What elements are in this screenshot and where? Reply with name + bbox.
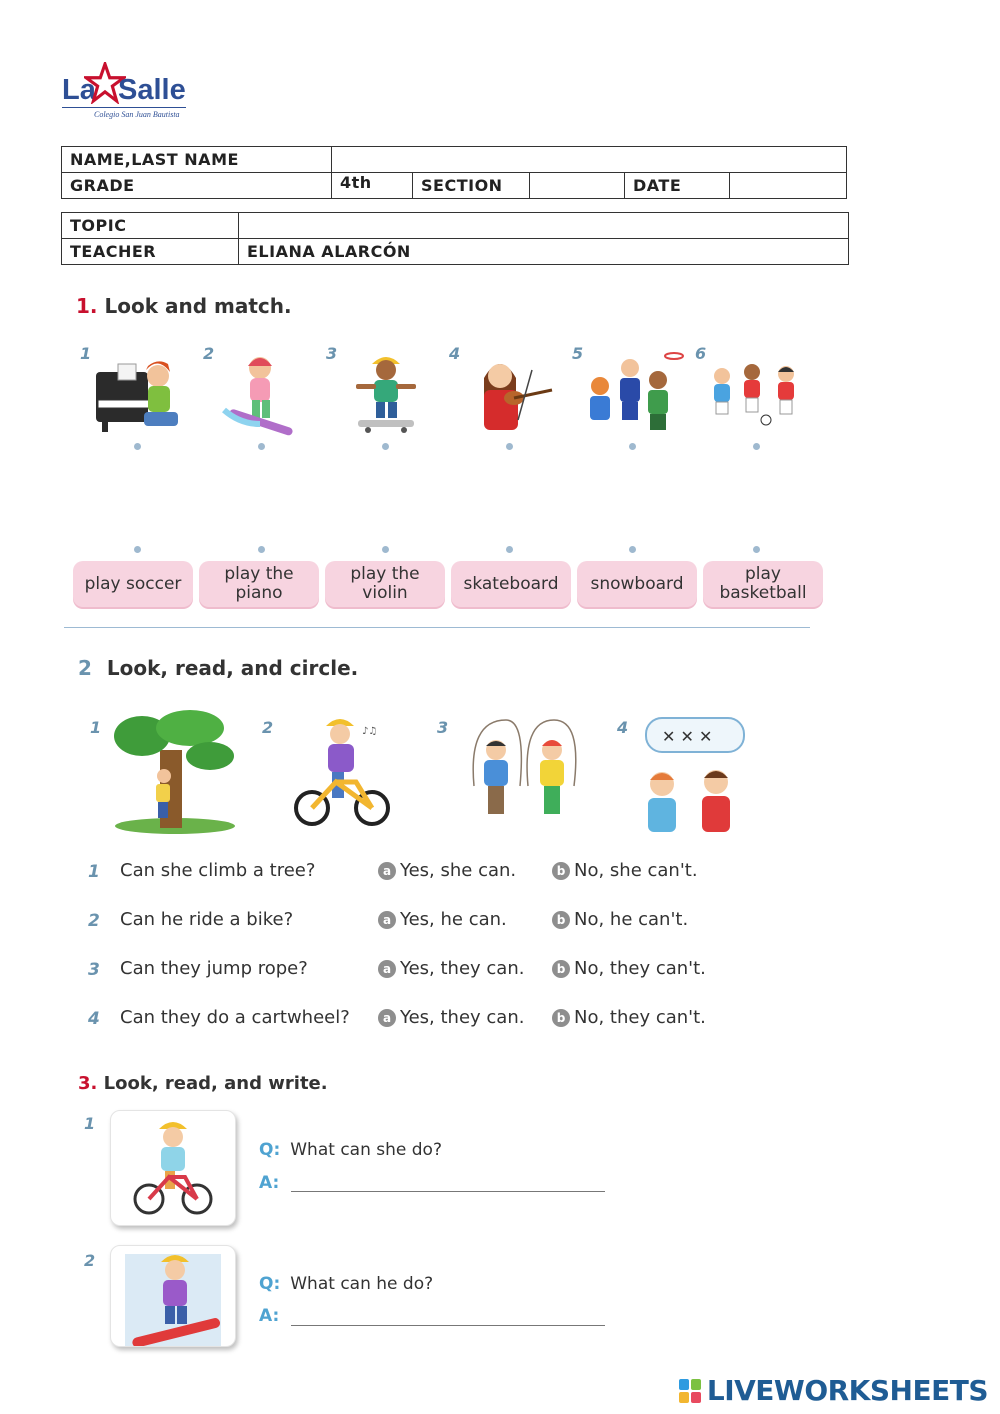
student-info-table — [61, 146, 847, 199]
exercise-2-number: 2 — [78, 656, 92, 680]
liveworksheets-brand — [679, 1374, 988, 1407]
option-a-badge: a — [378, 911, 396, 929]
section-label: SECTION — [413, 173, 530, 199]
question-number: 4 — [88, 1009, 100, 1029]
match-dot-bottom[interactable] — [134, 546, 141, 553]
question-number: 1 — [88, 862, 100, 882]
svg-text:✕ ✕ ✕: ✕ ✕ ✕ — [662, 727, 713, 746]
name-field[interactable] — [332, 147, 847, 173]
match-dot-top[interactable] — [506, 443, 513, 450]
ex3-item-number: 1 — [84, 1114, 96, 1133]
section-divider — [64, 627, 810, 628]
match-dot-top[interactable] — [629, 443, 636, 450]
ex1-picture-number: 1 — [80, 344, 92, 363]
boy-snowboard-icon — [111, 1246, 235, 1346]
match-dot-top[interactable] — [134, 443, 141, 450]
name-label: NAME,LAST NAME — [62, 147, 332, 173]
option-b-badge: b — [552, 960, 570, 978]
exercise-1-title — [76, 294, 292, 318]
ex1-picture-number: 4 — [449, 344, 461, 363]
ex1-picture-number: 2 — [203, 344, 215, 363]
answer-line[interactable] — [291, 1325, 605, 1326]
violin-kid-icon — [470, 350, 558, 434]
ex1-picture-number: 5 — [572, 344, 584, 363]
ex3-answer-row — [259, 1173, 289, 1193]
question-text: What can she do? — [290, 1140, 442, 1160]
match-dot-bottom[interactable] — [258, 546, 265, 553]
a-label: A: — [259, 1306, 280, 1326]
date-field[interactable] — [730, 173, 847, 199]
option-b-badge: b — [552, 862, 570, 880]
cartwheel-icon — [632, 712, 752, 838]
grade-value[interactable]: 4th — [332, 173, 413, 199]
q-label: Q: — [259, 1274, 281, 1294]
exercise-3-title — [78, 1073, 328, 1094]
exercise-2-text: Look, read, and circle. — [106, 656, 359, 680]
section-field[interactable] — [530, 173, 625, 199]
answer-line[interactable] — [291, 1191, 605, 1192]
ex2-picture-number: 2 — [262, 718, 274, 737]
ex2-picture-number: 3 — [437, 718, 449, 737]
option-b-text: No, they can't. — [574, 1007, 706, 1028]
option-b-text: No, he can't. — [574, 909, 689, 930]
question-text: Can they jump rope? — [120, 958, 308, 979]
ex3-picture-card — [110, 1245, 236, 1347]
exercise-3-number: 3. — [78, 1073, 98, 1094]
school-logo — [60, 62, 190, 122]
ex2-picture-number: 1 — [90, 718, 102, 737]
svg-text:♪♫: ♪♫ — [362, 726, 378, 737]
option-b[interactable] — [552, 909, 688, 930]
ex3-item-number: 2 — [84, 1251, 96, 1270]
exercise-2-title — [78, 656, 358, 680]
option-b-text: No, they can't. — [574, 958, 706, 979]
exercise-1-text: Look and match. — [104, 294, 292, 318]
option-a[interactable] — [378, 1007, 524, 1028]
ex3-question-row — [259, 1140, 442, 1160]
jump-rope-icon — [462, 716, 586, 828]
question-text: Can she climb a tree? — [120, 860, 316, 881]
option-a-badge: a — [378, 960, 396, 978]
match-dot-bottom[interactable] — [506, 546, 513, 553]
grade-label: GRADE — [62, 173, 332, 199]
word-pill: play soccer — [73, 561, 193, 607]
word-pill: skateboard — [451, 561, 571, 607]
logo-salle: Salle — [118, 74, 186, 106]
topic-field[interactable] — [239, 213, 849, 239]
match-dot-top[interactable] — [258, 443, 265, 450]
topic-label: TOPIC — [62, 213, 239, 239]
option-b[interactable] — [552, 1007, 706, 1028]
match-dot-bottom[interactable] — [629, 546, 636, 553]
teacher-label: TEACHER — [62, 239, 239, 265]
question-number: 3 — [88, 960, 100, 980]
teacher-value: ELIANA ALARCÓN — [239, 239, 849, 265]
logo-rule — [62, 107, 186, 108]
tree-climb-icon — [112, 710, 238, 834]
girl-bike-icon — [111, 1111, 235, 1225]
word-pill: play the violin — [325, 561, 445, 607]
option-b-badge: b — [552, 911, 570, 929]
ex3-question-row — [259, 1274, 433, 1294]
skateboard-kid-icon — [350, 350, 422, 434]
ex1-picture-number: 6 — [695, 344, 707, 363]
liveworksheets-text: LIVEWORKSHEETS — [706, 1374, 988, 1407]
ex3-answer-row — [259, 1306, 289, 1326]
option-a[interactable] — [378, 958, 524, 979]
liveworksheets-icon — [679, 1379, 701, 1403]
option-a-text: Yes, they can. — [400, 958, 525, 979]
question-text: Can he ride a bike? — [120, 909, 294, 930]
question-text: What can he do? — [290, 1274, 434, 1294]
q-label: Q: — [259, 1140, 281, 1160]
match-dot-top[interactable] — [382, 443, 389, 450]
option-b[interactable] — [552, 958, 706, 979]
logo-la: La — [62, 74, 96, 106]
match-dot-bottom[interactable] — [753, 546, 760, 553]
option-a-badge: a — [378, 862, 396, 880]
a-label: A: — [259, 1173, 280, 1193]
word-pill: play the piano — [199, 561, 319, 607]
question-number: 2 — [88, 911, 100, 931]
option-a-text: Yes, he can. — [400, 909, 507, 930]
option-a[interactable] — [378, 909, 507, 930]
question-text: Can they do a cartwheel? — [120, 1007, 350, 1028]
snowboard-kid-icon — [220, 350, 300, 436]
logo-subtitle: Colegio San Juan Bautista — [94, 110, 180, 119]
ex1-picture-number: 3 — [326, 344, 338, 363]
piano-kid-icon — [92, 350, 184, 434]
exercise-3-text: Look, read, and write. — [103, 1073, 328, 1094]
soccer-kids-icon — [706, 362, 810, 428]
exercise-1-number: 1. — [76, 294, 98, 318]
word-pill: snowboard — [577, 561, 697, 607]
option-a[interactable] — [378, 860, 516, 881]
date-label: DATE — [625, 173, 730, 199]
bike-ride-icon — [292, 712, 392, 832]
option-b-badge: b — [552, 1009, 570, 1027]
option-a-badge: a — [378, 1009, 396, 1027]
topic-teacher-table — [61, 212, 849, 265]
word-pill: play basketball — [703, 561, 823, 607]
ex3-picture-card — [110, 1110, 236, 1226]
ex2-picture-number: 4 — [617, 718, 629, 737]
option-a-text: Yes, they can. — [400, 1007, 525, 1028]
option-b-text: No, she can't. — [574, 860, 698, 881]
option-b[interactable] — [552, 860, 698, 881]
match-dot-top[interactable] — [753, 443, 760, 450]
option-a-text: Yes, she can. — [400, 860, 517, 881]
basketball-kids-icon — [582, 350, 688, 436]
match-dot-bottom[interactable] — [382, 546, 389, 553]
